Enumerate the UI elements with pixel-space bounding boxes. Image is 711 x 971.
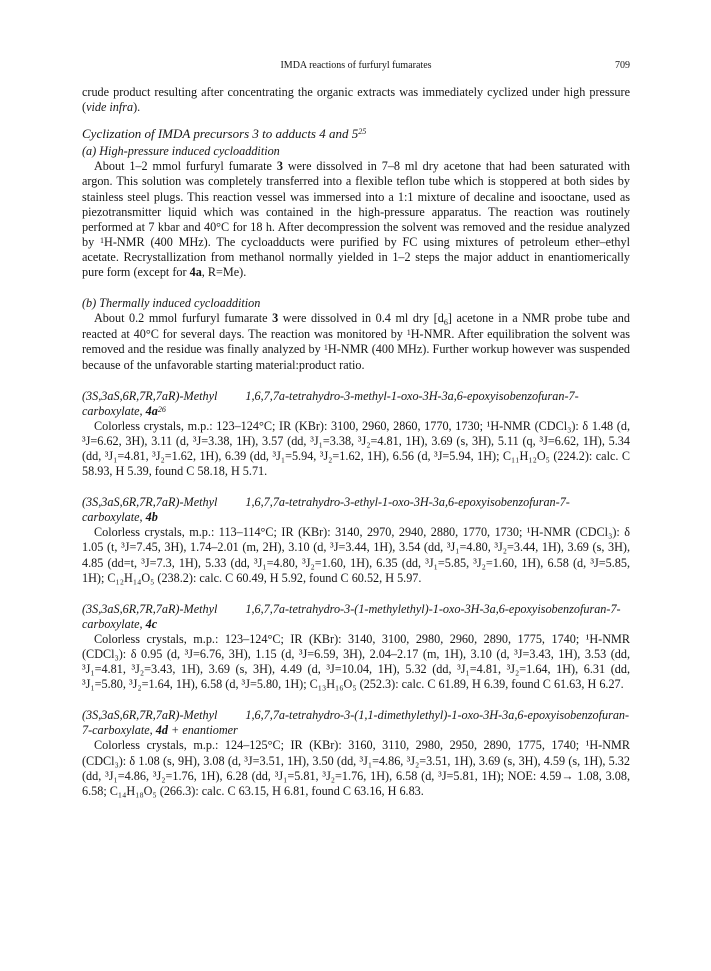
subsection-a-paragraph: About 1–2 mmol furfuryl fumarate 3 were dissolved in 7–8 ml dry acetone that had been saturated with argon. This solution was completely transferred into a flexible teflon tube which is stoppered at both sides by stainless steel plugs. This reaction vessel was immersed into a 1:1 mixture of decaline and isooctane, used as piezotransmitter liquid which was contained in the high-pressure apparatus. The reaction was routinely performed at 7 kbar and 40°C for 18 h. After decompression the solvent was removed and the residue analyzed by $^1$H-NMR (400 MHz). The cycloadducts were purified by FC using mixtures of petroleum ether–ethyl acetate. Recrystallization from methanol normally yielded in 1–2 steps the major adduct in enantiomerically pure form (except for 4a, R=Me). [82,159,631,280]
body-text [82,85,630,799]
page-number: 709 [615,60,630,71]
subsection-b-title: (b) Thermally induced cycloaddition [82,296,261,311]
compound-4b-data: Colorless crystals, m.p.: 113–114°C; IR (KBr): 3140, 2970, 2940, 2880, 1770, 1730; ¹H-NMR (CDCl₃): δ 1.05 (t, ³J=7.45, 3H), 1.74–2.01 (m, 2H), 3.10 (d, ³J=3.44, 1H), 3.54 (dd, ³J₁=4.80, ³J₂=3.44, 1H), 3.69 (s, 3H), 4.85 (dd=t, ³J=7.3, 1H), 5.33 (dd, ³J₁=4.80, ³J₂=1.60, 1H), 6.35 (dd, ³J₁=5.85, ³J₂=1.60, 1H), 6.58 (d, ³J=5.85, 1H); C₁₂H₁₄O₅ (238.2): calc. C 60.49, H 5.92, found C 60.52, H 5.97. [82,525,630,585]
section-title: Cyclization of IMDA precursors 3 to adducts 4 and $5^{25}$ [82,126,367,142]
intro-paragraph: crude product resulting after concentrating the organic extracts was immediately cyclized under high pressure (vide infra). [82,85,630,115]
compound-4d-data: Colorless crystals, m.p.: 124–125°C; IR (KBr): 3160, 3110, 2980, 2950, 2890, 1775, 1740; ¹H-NMR (CDCl₃): δ 1.08 (s, 9H), 3.08 (d, ³J=3.51, 1H), 3.50 (dd, ³J₁=4.86, ³J₂=3.51, 1H), 3.69 (s, 3H), 4.59 (s, 1H), 5.32 (dd, ³J₁=4.86, ³J₂=1.76, 1H), 6.28 (dd, ³J₁=5.81, ³J₂=1.76, 1H), 6.58 (d, ³J=5.81, 1H); NOE: 4.59→ 1.08, 3.08, 6.58; C₁₄H₁₈O₅ (266.3): calc. C 63.15, H 6.81, found C 63.16, H 6.83. [82,738,630,798]
subsection-b-paragraph: About 0.2 mmol furfuryl fumarate 3 were dissolved in 0.4 ml dry $[d_6]$ acetone in a NMR probe tube and reacted at 40°C for several days. The reaction was monitored by $^1$H-NMR. After equilibration the solvent was removed and the residue was finally analyzed by $^1$H-NMR (400 MHz). Further workup however was suspended because of the unfavorable starting material:product ratio. [82,311,631,372]
running-head-title: IMDA reactions of furfuryl fumarates [280,60,432,71]
compound-4c-data: Colorless crystals, m.p.: 123–124°C; IR (KBr): 3140, 3100, 2980, 2960, 2890, 1775, 1740; ¹H-NMR (CDCl₃): δ 0.95 (d, ³J=6.76, 3H), 1.15 (d, ³J=6.59, 3H), 2.04–2.17 (m, 1H), 3.10 (d, ³J=3.43, 1H), 3.53 (dd, ³J₁=4.81, ³J₂=3.43, 1H), 3.69 (s, 3H), 4.49 (d, ³J=10.04, 1H), 5.32 (dd, ³J₁=4.81, ³J₂=1.64, 1H), 6.31 (dd, ³J₁=5.80, ³J₂=1.64, 1H), 6.58 (d, ³J=5.80, 1H); C₁₃H₁₆O₅ (252.3): calc. C 61.89, H 6.39, found C 61.63, H 6.27. [82,631,630,692]
compound-4c-heading: (3S,3aS,6R,7R,7aR)-Methyl 1,6,7,7a-tetrahydro-3-(1-methylethyl)-1-oxo-3H-3a,6-epoxyisobenzofuran-7-carboxylate, 4c [82,601,621,631]
subsection-a-title: (a) High-pressure induced cycloaddition [82,144,280,159]
compound-4d-heading: (3S,3aS,6R,7R,7aR)-Methyl 1,6,7,7a-tetrahydro-3-(1,1-dimethylethyl)-1-oxo-3H-3a,6-epoxyisobenzofuran-7-carboxylate, 4d + enantiomer [82,708,630,738]
compound-4b-heading: (3S,3aS,6R,7R,7aR)-Methyl 1,6,7,7a-tetrahydro-3-ethyl-1-oxo-3H-3a,6-epoxyisobenzofuran-7-carboxylate, 4b [82,495,570,525]
compound-4a-data: Colorless crystals, m.p.: 123–124°C; IR (KBr): 3100, 2960, 2860, 1770, 1730; ¹H-NMR (CDCl₃): δ 1.48 (d, ³J=6.62, 3H), 3.11 (d, ³J=3.38, 1H), 3.57 (dd, ³J₁=3.38, ³J₂=4.81, 1H), 3.69 (s, 3H), 5.11 (q, ³J=6.62, 1H), 5.34 (dd, ³J₁=4.81, ³J₂=1.62, 1H), 6.39 (dd, ³J₁=5.94, ³J₂=1.62, 1H), 6.56 (d, ³J=5.94, 1H); C₁₁H₁₂O₅ (224.2): calc. C 58.93, H 5.39, found C 58.18, H 5.71. [82,418,630,479]
compound-4a-heading: (3S,3aS,6R,7R,7aR)-Methyl 1,6,7,7a-tetrahydro-3-methyl-1-oxo-3H-3a,6-epoxyisobenzofuran-7-carboxylate, $4a^{26}$ [82,388,579,418]
